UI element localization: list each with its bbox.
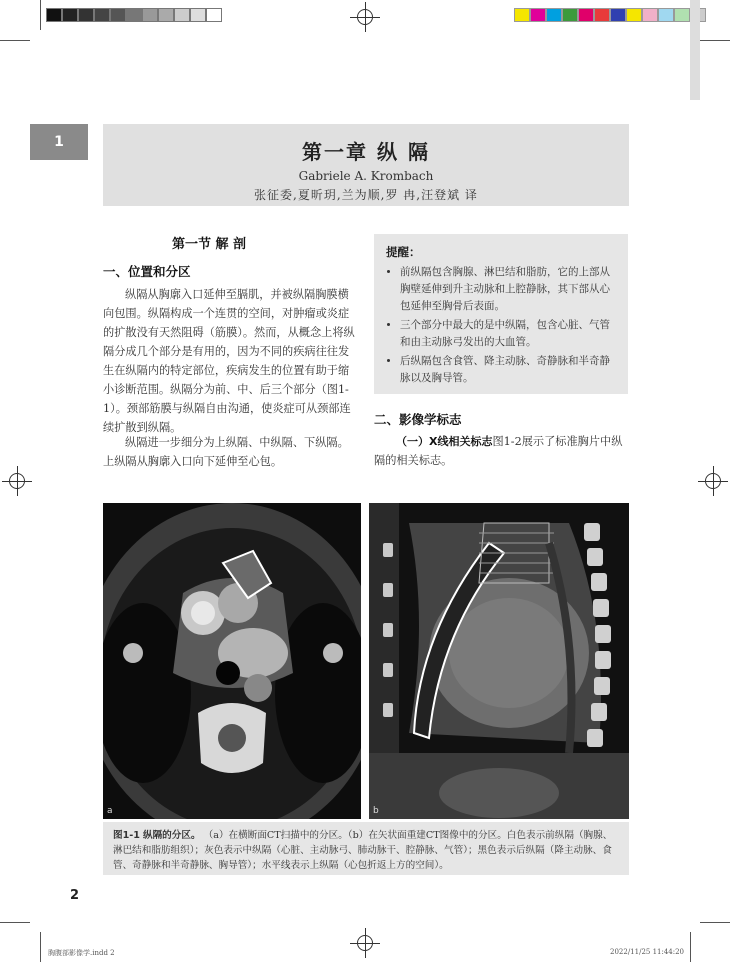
ct-axial-illustration <box>103 503 361 819</box>
grayscale-swatch <box>142 8 158 22</box>
caption-title: 纵隔的分区。 <box>143 830 201 841</box>
grayscale-swatch <box>206 8 222 22</box>
color-swatch <box>610 8 626 22</box>
chapter-number-tab: 1 <box>30 124 88 160</box>
crop-mark <box>40 0 41 30</box>
paragraph-text: 图1-2展示了标准胸片中纵隔的相关标志。 <box>374 435 623 467</box>
paragraph-lead: （一）X线相关标志 <box>396 435 493 448</box>
chapter-header <box>103 124 629 206</box>
color-swatch <box>578 8 594 22</box>
grayscale-swatch <box>158 8 174 22</box>
grayscale-swatch <box>174 8 190 22</box>
ct-sagittal-illustration <box>369 503 629 819</box>
page-number: 2 <box>70 888 80 903</box>
grayscale-swatch <box>126 8 142 22</box>
color-swatch <box>642 8 658 22</box>
color-swatch <box>546 8 562 22</box>
subsection-title: 一、位置和分区 <box>103 264 191 279</box>
crop-mark <box>700 40 730 41</box>
panel-label-b: b <box>373 806 379 816</box>
grayscale-calibration-bar <box>46 8 222 22</box>
tip-title: 提醒： <box>386 245 421 259</box>
chapter-translators: 张征委,夏昕玥,兰为顺,罗 冉,汪登斌 译 <box>254 188 478 202</box>
color-swatch <box>626 8 642 22</box>
color-swatch <box>674 8 690 22</box>
crop-mark <box>0 922 30 923</box>
ct-image-sagittal <box>369 503 629 819</box>
grayscale-swatch <box>94 8 110 22</box>
thumb-index-tab <box>690 0 700 100</box>
grayscale-swatch <box>190 8 206 22</box>
subsection-title: 二、影像学标志 <box>374 412 462 427</box>
grayscale-swatch <box>78 8 94 22</box>
paragraph: 纵隔从胸廓入口延伸至膈肌，并被纵隔胸膜横向包围。纵隔构成一个连贯的空间，对肿瘤或炎症的扩散没有天然阻碍（筋膜）。然而，从概念上将纵隔分成几个部分是有用的，因为不同的疾病往往发生在纵隔内的特定部位，疾病发生的位置有助于缩小诊断范围。纵隔分为前、中、后三个部分（图1-1）。颈部筋膜与纵隔自由沟通，使炎症可从颈部连续扩散到纵隔。 <box>103 288 355 434</box>
figure-caption <box>103 822 629 875</box>
crop-mark <box>690 932 691 962</box>
registration-mark-top <box>350 2 380 32</box>
color-swatch <box>514 8 530 22</box>
tip-box <box>374 234 628 394</box>
crop-mark <box>700 922 730 923</box>
panel-label-a: a <box>107 806 113 816</box>
tip-item: • 三个部分中最大的是中纵隔，包含心脏、气管和由主动脉弓发出的大血管。 <box>400 317 616 351</box>
color-calibration-bar <box>514 8 706 22</box>
ct-image-axial <box>103 503 361 819</box>
grayscale-swatch <box>62 8 78 22</box>
chapter-author: Gabriele A. Krombach <box>298 169 434 183</box>
registration-mark-left <box>2 466 32 496</box>
color-swatch <box>594 8 610 22</box>
caption-text: （a）在横断面CT扫描中的分区。（b）在矢状面重建CT图像中的分区。白色表示前纵隔（胸腺、淋巴结和脂肪组织）；灰色表示中纵隔（心脏、主动脉弓、肺动脉干、腔静脉、气管）；黑色表示后纵隔（降主动脉、食管、奇静脉和半奇静脉、胸导管）；水平线表示上纵隔（心包折返上方的空间）。 <box>113 830 613 871</box>
section-title: 第一节 解 剖 <box>172 237 247 252</box>
paragraph: 纵隔进一步细分为上纵隔、中纵隔、下纵隔。上纵隔从胸廓入口向下延伸至心包。 <box>103 436 349 468</box>
footer-file-name: 胸腹部影像学.indd 2 <box>48 949 115 957</box>
tip-list <box>386 264 616 387</box>
color-swatch <box>530 8 546 22</box>
tip-item: • 前纵隔包含胸腺、淋巴结和脂肪，它的上部从胸壁延伸到升主动脉和上腔静脉，其下部从心包延伸至胸骨后表面。 <box>400 264 616 315</box>
tip-item: • 后纵隔包含食管、降主动脉、奇静脉和半奇静脉以及胸导管。 <box>400 353 616 387</box>
crop-mark <box>40 932 41 962</box>
grayscale-swatch <box>46 8 62 22</box>
color-swatch <box>658 8 674 22</box>
caption-number: 图1-1 <box>113 830 140 841</box>
paragraph <box>374 432 628 470</box>
grayscale-swatch <box>110 8 126 22</box>
registration-mark-right <box>698 466 728 496</box>
crop-mark <box>0 40 30 41</box>
footer-timestamp: 2022/11/25 11:44:20 <box>610 948 685 956</box>
color-swatch <box>562 8 578 22</box>
registration-mark-bottom <box>350 928 380 958</box>
chapter-title: 第一章 纵 隔 <box>302 140 430 164</box>
